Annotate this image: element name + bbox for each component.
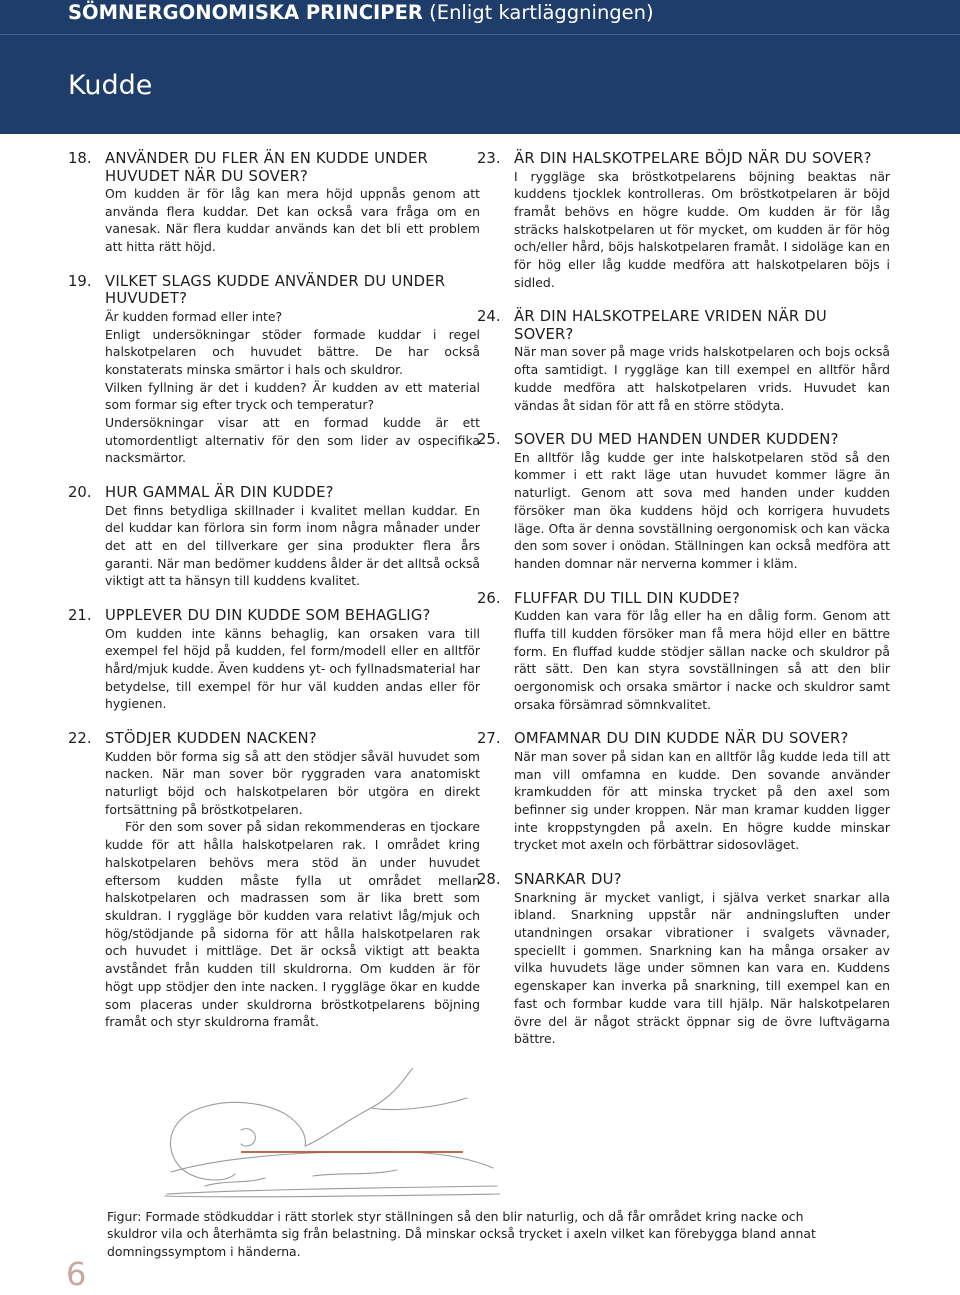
question-title: SNARKAR DU?	[514, 871, 622, 889]
question-20	[68, 484, 480, 590]
section-heading: Kudde	[68, 70, 153, 101]
question-body	[514, 607, 890, 713]
header-band	[0, 0, 960, 134]
question-number: 20.	[68, 484, 92, 502]
question-body	[105, 308, 480, 467]
body-paragraph: Om kudden är för låg kan mera höjd uppnås genom att använda flera kuddar. Det kan också vara fråga om en vanesak. När flera kuddar används kan det bli ett problem att hitta rätt höjd.	[105, 186, 480, 255]
pillow-figure	[145, 1068, 500, 1208]
question-number: 24.	[477, 308, 501, 326]
right-column	[477, 150, 890, 1048]
pillow-top	[171, 1152, 493, 1172]
question-26	[477, 590, 890, 714]
body-paragraph: Det finns betydliga skillnader i kvalitet mellan kuddar. En del kuddar kan förlora sin form inom några månader under det att en del tillverkare ger sina produkter flera års garanti. När man bedömer kuddens ålder är det alltså också viktigt att ta hänsyn till kuddens kvalitet.	[105, 502, 480, 589]
question-number: 23.	[477, 150, 501, 167]
header-title	[68, 1, 654, 24]
question-number: 28.	[477, 871, 501, 889]
question-title: UPPLEVER DU DIN KUDDE SOM BEHAGLIG?	[105, 607, 431, 625]
body-paragraph: Kudden bör forma sig så att den stödjer såväl huvudet som nacken. När man sover bör ryggraden vara anatomiskt naturligt böjd och halskotpelaren bör utgöra en direkt fortsättning på bröstkotpelaren.	[105, 748, 480, 817]
question-title: VILKET SLAGS KUDDE ANVÄNDER DU UNDER HUVUDET?	[105, 272, 446, 308]
question-number: 25.	[477, 431, 501, 449]
question-body	[514, 449, 890, 573]
body-paragraph: En alltför låg kudde ger inte halskotpelaren stöd så den kommer i ett rakt läge utan huvudet kommer lägre än naturligt. Genom att sova med handen under kudden försöker man öka kuddens höjd och korrigera huvudets läge. Ofta är denna sovställning oergonomisk och kan väcka den som sover i onödan. Ställningen kan också medföra att handen domnar när nerverna kommer i kläm.	[514, 449, 890, 571]
question-body	[105, 185, 480, 256]
body-paragraph: Är kudden formad eller inte?	[105, 308, 283, 324]
body-paragraph: Om kudden inte känns behaglig, kan orsaken vara till exempel fel höjd på kudden, fel form/modell eller en alltför hård/mjuk kudde. Även kuddens yt- och fyllnadsmaterial har betydelse, till exempel för hur väl kudden andas eller för hygienen.	[105, 625, 480, 712]
mattress-line	[165, 1194, 500, 1197]
question-body	[514, 343, 890, 414]
question-21	[68, 607, 480, 713]
question-number: 27.	[477, 730, 501, 748]
question-title: SOVER DU MED HANDEN UNDER KUDDEN?	[514, 431, 839, 449]
question-title: OMFAMNAR DU DIN KUDDE NÄR DU SOVER?	[514, 730, 849, 748]
question-body	[514, 889, 890, 1048]
question-title: ANVÄNDER DU FLER ÄN EN KUDDE UNDER HUVUDET NÄR DU SOVER?	[105, 150, 429, 185]
question-title: STÖDJER KUDDEN NACKEN?	[105, 730, 317, 748]
question-body	[105, 625, 480, 714]
question-number: 18.	[68, 150, 92, 167]
body-paragraph: För den som sover på sidan rekommenderas en tjockare kudde för att hålla halskotpelaren rak. I området kring halskotpelaren behövs mera stöd än under huvudet eftersom kudden måste fylla ut området mellan halskotpelaren och madrassen som är lika brett som skuldran. I ryggläge bör kudden vara relativt låg/mjuk och hög/stödjande på sidorna för att hålla halskotpelaren rak och huvudet i mittläge. Det är också viktigt att beakta avståndet från kudden till skuldrorna. Om kudden är för högt upp stödjer den inte nacken. I ryggläge ökar en kudde som placeras under skuldrorna bröstkotpelarens böjning framåt och styr skuldrorna framåt.	[105, 819, 480, 1030]
question-body	[514, 168, 890, 292]
body-paragraph: Vilken fyllning är det i kudden? Är kudden av ett material som formar sig efter tryck och temperatur?	[105, 379, 480, 413]
body-paragraph: Kudden kan vara för låg eller ha en dålig form. Genom att fluffa till kudden försöker man få mera höjd eller en bättre form. En fluffad kudde stödjer sällan nacke och skuldror på rätt sätt. Den kan styra sovställningen så att den blir oergonomisk och orsaka smärtor i nacke och skuldror samt orsaka försämrad sömnkvalitet.	[514, 608, 890, 712]
left-column	[68, 150, 480, 1031]
ear-outline	[241, 1129, 255, 1146]
pillow-fold-1	[205, 1178, 265, 1186]
header-title-bold: SÖMNERGONOMISKA PRINCIPER	[68, 1, 423, 24]
page-number: 6	[66, 1255, 87, 1293]
question-number: 21.	[68, 607, 92, 625]
body-paragraph: När man sover på mage vrids halskotpelaren och bojs också ofta samtidigt. I ryggläge kan till exempel en alltför hård kudde medföra att halskotpelaren vrids. Huvudet kan vändas åt sidan för att få en större stödyta.	[514, 344, 890, 413]
figure-caption: Figur: Formade stödkuddar i rätt storlek styr ställningen så den blir naturlig, och då får området kring nacke och skuldror vila och återhämta sig från belastning. Då minskar också trycket i axeln vilket kan förebygga bland annat domningssymptom i händerna.	[107, 1209, 816, 1259]
body-paragraph: Undersökningar visar att en formad kudde är ett utomordentligt alternativ för den som lider av ospecifika nacksmärtor.	[105, 415, 480, 466]
question-number: 26.	[477, 589, 501, 607]
question-19	[68, 273, 480, 467]
body-paragraph: När man sover på sidan kan en alltför låg kudde leda till att man vill omfamna en kudde. Den sovande använder kramkudden för att minska trycket på den axel som befinner sig under kroppen. När man kramar kudden ligger inte kroppstyngden på axeln. En högre kudde minskar trycket mot axeln och förbättrar sidosovläget.	[514, 748, 890, 853]
back-outline	[371, 1098, 467, 1110]
question-24	[477, 308, 890, 414]
header-divider	[0, 34, 960, 35]
question-28	[477, 871, 890, 1048]
question-body	[105, 502, 480, 591]
pillow-bottom	[167, 1186, 497, 1194]
question-number: 19.	[68, 272, 92, 290]
question-body	[105, 748, 480, 1031]
question-22	[68, 730, 480, 1031]
question-title: ÄR DIN HALSKOTPELARE BÖJD NÄR DU SOVER?	[514, 150, 872, 167]
question-number: 22.	[68, 730, 92, 748]
question-body	[514, 748, 890, 854]
body-paragraph: I ryggläge ska bröstkotpelarens böjning beaktas när kuddens tjocklek kontrolleras. Om bröstkotpelaren är böjd framåt behövs en högre kudde. Om kudden är för låg sträcks halskotpelaren ut för mycket, om kudden är för hög och/eller hård, böjs halskotpelaren framåt. I sidoläge kan en för hög eller låg kudde medföra att halskotpelaren böjs i sidled.	[514, 168, 890, 290]
question-27	[477, 730, 890, 854]
question-25	[477, 431, 890, 572]
header-title-subtitle: (Enligt kartläggningen)	[429, 1, 654, 24]
face-outline	[175, 1160, 235, 1180]
question-23	[477, 150, 890, 291]
question-title: HUR GAMMAL ÄR DIN KUDDE?	[105, 484, 334, 502]
body-paragraph: Enligt undersökningar stöder formade kuddar i regel halskotpelaren och huvudet bättre. De har också konstaterats minska smärtor i hals och skuldror.	[105, 326, 480, 377]
neck-shoulder-outline	[305, 1068, 413, 1146]
question-title: ÄR DIN HALSKOTPELARE VRIDEN NÄR DU SOVER?	[514, 308, 827, 343]
body-paragraph: Snarkning är mycket vanligt, i själva verket snarkar alla ibland. Snarkning uppstår när andningsluften under utandningen orsakar vibrationer i svalgets vävnader, speciellt i gommen. Snarkning kan ha många orsaker av vilka huvudets läge under sömnen kan vara en. Kuddens egenskaper kan inverka på snarkning, till exempel kan en fast och formbar kudde vara till hjälp. När halskotpelaren övre del är något sträckt öppnar sig de övre luftvägarna bättre.	[514, 889, 890, 1047]
question-18	[68, 150, 480, 256]
pillow-fold-2	[313, 1170, 397, 1176]
question-title: FLUFFAR DU TILL DIN KUDDE?	[514, 589, 740, 607]
